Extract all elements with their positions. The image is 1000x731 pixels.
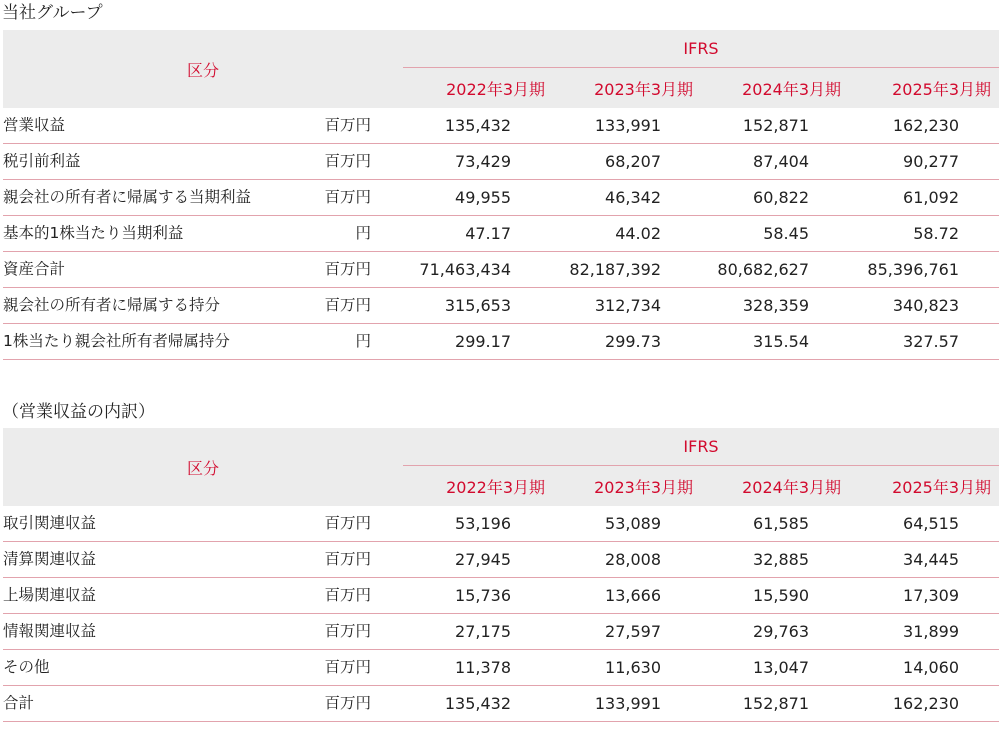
value-2024: 152,871 xyxy=(742,116,809,135)
year-header-2024: 2024年3月期 xyxy=(742,477,841,497)
value-2024: 315.54 xyxy=(753,332,809,351)
value-2022: 135,432 xyxy=(444,116,511,135)
value-2024: 15,590 xyxy=(753,586,809,605)
year-header-2023: 2023年3月期 xyxy=(594,79,693,99)
table-body xyxy=(3,108,999,360)
value-2023: 82,187,392 xyxy=(569,260,661,279)
value-2024: 29,763 xyxy=(753,622,809,641)
revenue-breakdown-table xyxy=(3,428,999,722)
row-label: 営業収益 xyxy=(3,116,66,134)
value-2023: 133,991 xyxy=(594,694,661,713)
table-row xyxy=(3,216,999,252)
table-row xyxy=(3,614,999,650)
table-row xyxy=(3,252,999,288)
table-row xyxy=(3,108,999,144)
value-2024: 328,359 xyxy=(742,296,809,315)
row-unit: 百万円 xyxy=(324,116,371,134)
table-row xyxy=(3,180,999,216)
ifrs-header: IFRS xyxy=(683,437,719,456)
value-2025: 34,445 xyxy=(903,550,959,569)
ifrs-header: IFRS xyxy=(683,39,719,58)
value-2023: 53,089 xyxy=(605,514,661,533)
table-row xyxy=(3,650,999,686)
value-2023: 13,666 xyxy=(605,586,661,605)
table-row xyxy=(3,144,999,180)
value-2024: 61,585 xyxy=(753,514,809,533)
row-label: 資産合計 xyxy=(3,260,66,278)
table-row xyxy=(3,288,999,324)
value-2022: 49,955 xyxy=(455,188,511,207)
year-header-2022: 2022年3月期 xyxy=(446,79,545,99)
year-header-2024: 2024年3月期 xyxy=(742,79,841,99)
value-2022: 73,429 xyxy=(455,152,511,171)
table-row xyxy=(3,686,999,722)
value-2025: 17,309 xyxy=(903,586,959,605)
value-2024: 32,885 xyxy=(753,550,809,569)
value-2022: 15,736 xyxy=(455,586,511,605)
value-2023: 11,630 xyxy=(605,658,661,677)
value-2025: 64,515 xyxy=(903,514,959,533)
row-unit: 百万円 xyxy=(324,188,371,206)
table-header xyxy=(3,428,999,506)
value-2023: 133,991 xyxy=(594,116,661,135)
value-2022: 27,175 xyxy=(455,622,511,641)
row-label: 情報関連収益 xyxy=(3,622,97,640)
table-row xyxy=(3,506,999,542)
value-2022: 27,945 xyxy=(455,550,511,569)
table-row xyxy=(3,542,999,578)
value-2025: 162,230 xyxy=(892,694,959,713)
row-label: 基本的1株当たり当期利益 xyxy=(3,224,184,242)
value-2022: 299.17 xyxy=(455,332,511,351)
value-2025: 14,060 xyxy=(903,658,959,677)
row-unit: 百万円 xyxy=(324,586,371,604)
value-2025: 340,823 xyxy=(892,296,959,315)
value-2023: 68,207 xyxy=(605,152,661,171)
row-unit: 百万円 xyxy=(324,514,371,532)
year-header-2025: 2025年3月期 xyxy=(892,477,991,497)
value-2023: 46,342 xyxy=(605,188,661,207)
value-2025: 58.72 xyxy=(913,224,959,243)
value-2022: 135,432 xyxy=(444,694,511,713)
group-title: 当社グループ xyxy=(2,3,103,23)
value-2023: 44.02 xyxy=(615,224,661,243)
value-2022: 71,463,434 xyxy=(419,260,511,279)
row-unit: 円 xyxy=(355,332,371,350)
row-unit: 百万円 xyxy=(324,152,371,170)
row-label: その他 xyxy=(3,658,50,676)
table-header xyxy=(3,30,999,108)
row-unit: 百万円 xyxy=(324,296,371,314)
row-label: 親会社の所有者に帰属する持分 xyxy=(3,296,221,314)
value-2025: 61,092 xyxy=(903,188,959,207)
table-body xyxy=(3,506,999,722)
value-2025: 90,277 xyxy=(903,152,959,171)
value-2024: 152,871 xyxy=(742,694,809,713)
value-2025: 327.57 xyxy=(903,332,959,351)
value-2025: 31,899 xyxy=(903,622,959,641)
value-2024: 13,047 xyxy=(753,658,809,677)
value-2023: 28,008 xyxy=(605,550,661,569)
value-2024: 60,822 xyxy=(753,188,809,207)
year-headers xyxy=(403,466,999,506)
value-2023: 27,597 xyxy=(605,622,661,641)
category-header: 区分 xyxy=(186,60,219,80)
value-2025: 85,396,761 xyxy=(867,260,959,279)
value-2024: 80,682,627 xyxy=(717,260,809,279)
row-unit: 百万円 xyxy=(324,550,371,568)
year-header-2023: 2023年3月期 xyxy=(594,477,693,497)
row-label: 合計 xyxy=(3,694,35,712)
table-row xyxy=(3,324,999,360)
value-2025: 162,230 xyxy=(892,116,959,135)
row-unit: 百万円 xyxy=(324,658,371,676)
year-headers xyxy=(403,68,999,108)
year-header-2025: 2025年3月期 xyxy=(892,79,991,99)
value-2023: 312,734 xyxy=(594,296,661,315)
row-label: 親会社の所有者に帰属する当期利益 xyxy=(3,188,252,206)
category-header: 区分 xyxy=(186,458,219,478)
row-label: 税引前利益 xyxy=(3,152,81,170)
row-label: 上場関連収益 xyxy=(3,586,97,604)
row-unit: 円 xyxy=(355,224,371,242)
value-2022: 47.17 xyxy=(465,224,511,243)
financial-summary-table xyxy=(3,30,999,360)
row-unit: 百万円 xyxy=(324,622,371,640)
table-row xyxy=(3,578,999,614)
value-2022: 53,196 xyxy=(455,514,511,533)
row-label: 清算関連収益 xyxy=(3,550,97,568)
breakdown-title: （営業収益の内訳） xyxy=(2,402,155,422)
row-unit: 百万円 xyxy=(324,260,371,278)
value-2023: 299.73 xyxy=(605,332,661,351)
value-2022: 11,378 xyxy=(455,658,511,677)
year-header-2022: 2022年3月期 xyxy=(446,477,545,497)
row-unit: 百万円 xyxy=(324,694,371,712)
value-2022: 315,653 xyxy=(444,296,511,315)
row-label: 1株当たり親会社所有者帰属持分 xyxy=(3,332,230,350)
value-2024: 87,404 xyxy=(753,152,809,171)
value-2024: 58.45 xyxy=(763,224,809,243)
row-label: 取引関連収益 xyxy=(3,514,97,532)
